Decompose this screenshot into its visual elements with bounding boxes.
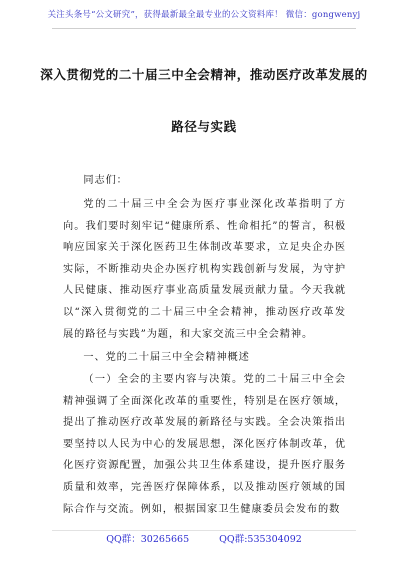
salutation-block	[63, 170, 346, 192]
footer-divider	[52, 530, 356, 531]
section-1-paragraph: （一）全会的主要内容与决策。党的二十届三中全会精神强调了全面深化改革的重要性，特别是在医疗领域，提出了推动医疗改革发展的新路径与实践。全会决策指出要坚持以人民为中心的发展思想，深化医疗体制改革，优化医疗资源配置，加强公共卫生体系建设，提升医疗服务质量和效率，完善医疗保障体系，以及推动医疗领域的国际合作与交流。例如，根据国家卫生健康委员会发布的数	[63, 374, 346, 515]
salutation: 同志们：	[83, 175, 128, 186]
footer	[0, 533, 408, 547]
intro-paragraph: 党的二十届三中全会为医疗事业深化改革指明了方向。我们要时刻牢记“健康所系、性命相托”的誓言，积极响应国家关于深化医药卫生体制改革要求，立足央企办医实际，不断推动央企办医疗机构实践创新与发展，为守护人民健康、推动医疗事业高质量发展贡献力量。今天我就以“深入贯彻党的二十届三中全会精神，推动医疗改革发展的路径与实践”为题，和大家交流三中全会精神。	[63, 199, 346, 340]
section-1-paragraph-block	[63, 369, 346, 520]
section-1-heading: 一、党的二十届三中全会精神概述	[83, 352, 250, 363]
section-heading-block	[63, 347, 346, 369]
document-title-line-2: 路径与实践	[171, 119, 237, 134]
footer-qq-group-1: QQ群：30265665	[106, 534, 190, 545]
header-banner: 关注头条号“公文研究”，获得最新最全最专业的公文资料库！ 微信：gongwenyj	[47, 10, 361, 20]
footer-qq-group-2: QQ群:535304092	[219, 534, 302, 545]
header-divider	[52, 28, 356, 29]
document-title-line-1: 深入贯彻党的二十届三中全会精神，推动医疗改革发展的	[40, 67, 368, 82]
intro-paragraph-block	[63, 194, 346, 345]
